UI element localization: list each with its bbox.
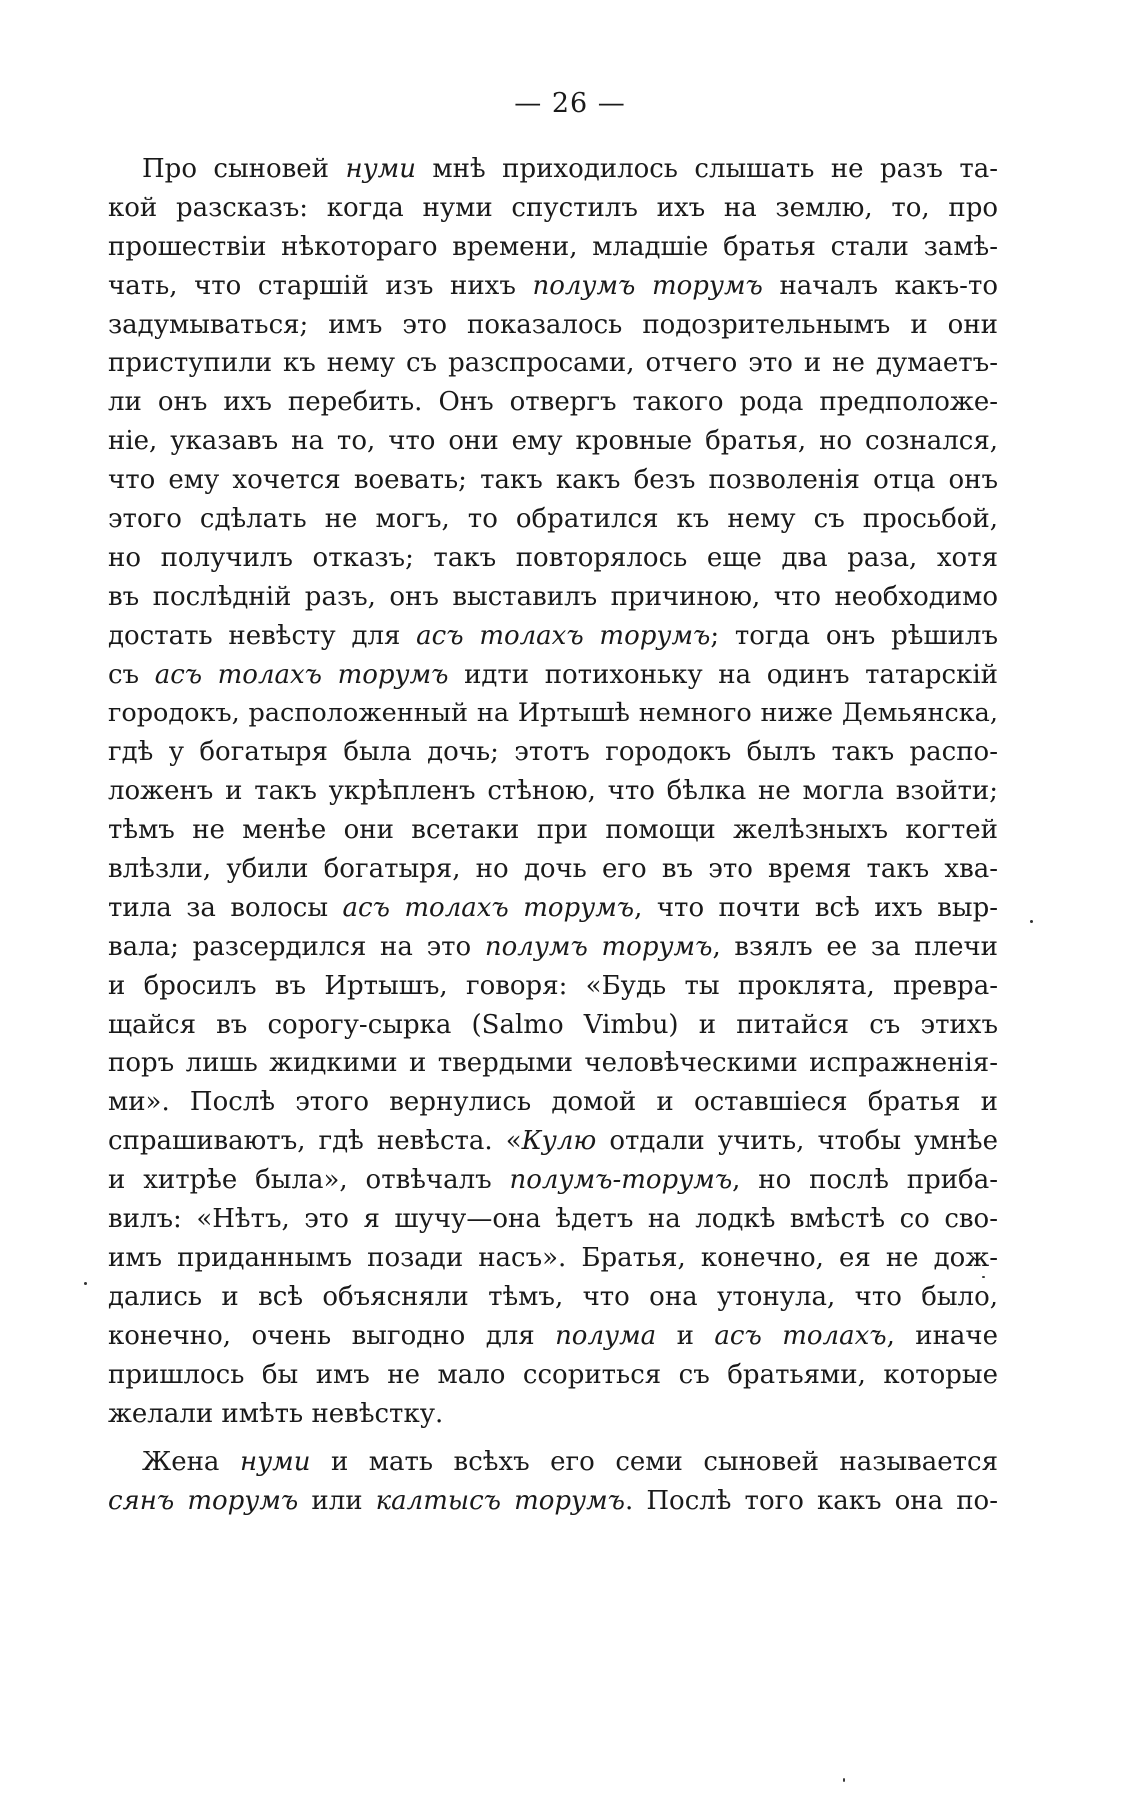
text-line [108, 1395, 998, 1434]
text-line [108, 772, 998, 811]
text-line [108, 1443, 998, 1482]
text-run: ніе, указавъ на то, что они ему кровные братья, но сознался, [108, 426, 998, 457]
text-run: тила за волосы [108, 892, 343, 923]
italic-term: полумъ-торумъ [509, 1165, 733, 1196]
italic-term: нуми [345, 154, 416, 184]
text-run: ми». Послѣ этого вернулись домой и оставшіеся братья и [108, 1087, 998, 1118]
text-run: , что почти всѣ ихъ выр- [634, 892, 999, 923]
text-run: и мать всѣхъ его семи сыновей называется [310, 1447, 998, 1478]
text-line [108, 1356, 998, 1395]
text-line [108, 694, 998, 733]
text-run: конечно, очень выгодно для [108, 1320, 556, 1351]
scan-speck [843, 1778, 845, 1782]
text-line [108, 306, 998, 345]
italic-term: асъ толахъ торумъ [416, 620, 711, 651]
text-run: влѣзли, убили богатыря, но дочь его въ это время такъ хва- [108, 854, 998, 885]
text-run: прошествіи нѣкотораго времени, младшіе братья стали замѣ- [108, 231, 998, 262]
text-line [108, 267, 998, 306]
text-line [108, 1239, 998, 1278]
text-line [108, 1161, 998, 1200]
text-run: чать, что старшій изъ нихъ [108, 270, 533, 301]
text-line [108, 1200, 998, 1239]
text-run: ли онъ ихъ перебить. Онъ отвергъ такого рода предположе- [108, 387, 998, 418]
text-line [108, 1482, 998, 1521]
italic-term: полумъ торумъ [484, 931, 713, 962]
italic-term: полумъ торумъ [532, 270, 763, 301]
text-run: но получилъ отказъ; такъ повторялось еще два раза, хотя [108, 542, 998, 573]
text-line [108, 850, 998, 889]
text-run: , но послѣ приба- [732, 1165, 998, 1196]
text-line [108, 1317, 998, 1356]
text-run: и бросилъ въ Иртышъ, говоря: «Будь ты проклята, превра- [108, 970, 998, 1001]
text-line [108, 228, 998, 267]
text-run: ложенъ и такъ укрѣпленъ стѣною, что бѣлка не могла взойти; [108, 776, 998, 807]
text-run: поръ лишь жидкими и твердыми человѣческими испражненія- [108, 1048, 998, 1079]
text-run: что ему хочется воевать; такъ какъ безъ позволенія отца онъ [108, 465, 998, 496]
text-run: щайся въ сорогу-сырка (Salmo Vimbu) и питайся съ этихъ [108, 1009, 998, 1040]
text-run: имъ приданнымъ позади насъ». Братья, конечно, ея не дож- [108, 1242, 998, 1273]
text-run: Про сыновей [142, 154, 346, 184]
text-line [108, 1006, 998, 1045]
italic-term: асъ толахъ торумъ [342, 892, 635, 923]
text-line [108, 656, 998, 695]
text-line [108, 967, 998, 1006]
page-number: — 26 — [514, 88, 626, 119]
scan-speck [982, 1276, 985, 1278]
italic-term: Кулю [521, 1126, 597, 1157]
scan-speck [1030, 920, 1033, 923]
italic-term: асъ толахъ [714, 1320, 887, 1351]
text-run: ; тогда онъ рѣшилъ [710, 620, 998, 651]
text-line [108, 189, 998, 228]
text-line [108, 617, 998, 656]
text-run: , взялъ ее за плечи [712, 931, 998, 962]
text-run: съ [108, 659, 155, 690]
italic-term: нуми [239, 1447, 311, 1478]
text-line [108, 733, 998, 772]
text-run: задумываться; имъ это показалось подозрительнымъ и они [108, 309, 998, 340]
text-run: городокъ, расположенный на Иртышѣ немного ниже Демьянска, [108, 698, 998, 729]
text-run: приступили къ нему съ разспросами, отчего это и не думаетъ- [108, 348, 998, 379]
text-line [108, 1044, 998, 1083]
text-line [108, 422, 998, 461]
text-line [108, 889, 998, 928]
italic-term: сянъ торумъ [108, 1486, 299, 1517]
scan-speck [84, 1282, 87, 1285]
italic-term: калтысъ торумъ [375, 1486, 625, 1517]
text-run: гдѣ у богатыря была дочь; этотъ городокъ былъ такъ распо- [108, 737, 998, 768]
text-line [108, 500, 998, 539]
text-run: кой разсказъ: когда нуми спустилъ ихъ на землю, то, про [108, 192, 998, 223]
text-run: или [298, 1486, 376, 1517]
text-line [108, 811, 998, 850]
text-line [108, 383, 998, 422]
text-run: и [656, 1320, 715, 1351]
text-line [108, 344, 998, 383]
text-run: . Послѣ того какъ она по- [625, 1486, 998, 1517]
text-line [108, 1122, 998, 1161]
text-run: вала; разсердился на это [108, 931, 485, 962]
text-run: тѣмъ не менѣе они всетаки при помощи желѣзныхъ когтей [108, 815, 998, 846]
text-run: отдали учить, чтобы умнѣе [596, 1126, 998, 1157]
text-line [108, 539, 998, 578]
text-run: , иначе [886, 1320, 999, 1351]
text-run: дались и всѣ объясняли тѣмъ, что она утонула, что было, [108, 1281, 998, 1312]
italic-term: полума [555, 1320, 657, 1351]
body-text [108, 150, 998, 1521]
text-line [108, 578, 998, 617]
text-line [108, 1083, 998, 1122]
text-run: и хитрѣе была», отвѣчалъ [108, 1165, 510, 1196]
text-run: въ послѣдній разъ, онъ выставилъ причиною, что необходимо [108, 581, 998, 612]
text-line [108, 461, 998, 500]
italic-term: асъ толахъ торумъ [154, 659, 449, 690]
text-run: началъ какъ-то [762, 270, 998, 301]
text-run: спрашиваютъ, гдѣ невѣста. « [108, 1126, 522, 1157]
text-run: этого сдѣлать не могъ, то обратился къ нему съ просьбой, [108, 504, 998, 535]
text-run: желали имѣть невѣстку. [108, 1398, 444, 1429]
text-run: мнѣ приходилось слышать не разъ та- [415, 154, 998, 184]
text-line [108, 928, 998, 967]
text-run: пришлось бы имъ не мало ссориться съ братьями, которые [108, 1359, 998, 1390]
text-run: Жена [142, 1447, 240, 1478]
text-line [108, 1278, 998, 1317]
text-run: вилъ: «Нѣтъ, это я шучу—она ѣдетъ на лодкѣ вмѣстѣ со сво- [108, 1204, 998, 1235]
text-line [108, 150, 998, 189]
text-run: идти потихоньку на одинъ татарскій [448, 659, 999, 690]
text-run: достать невѣсту для [108, 620, 417, 651]
